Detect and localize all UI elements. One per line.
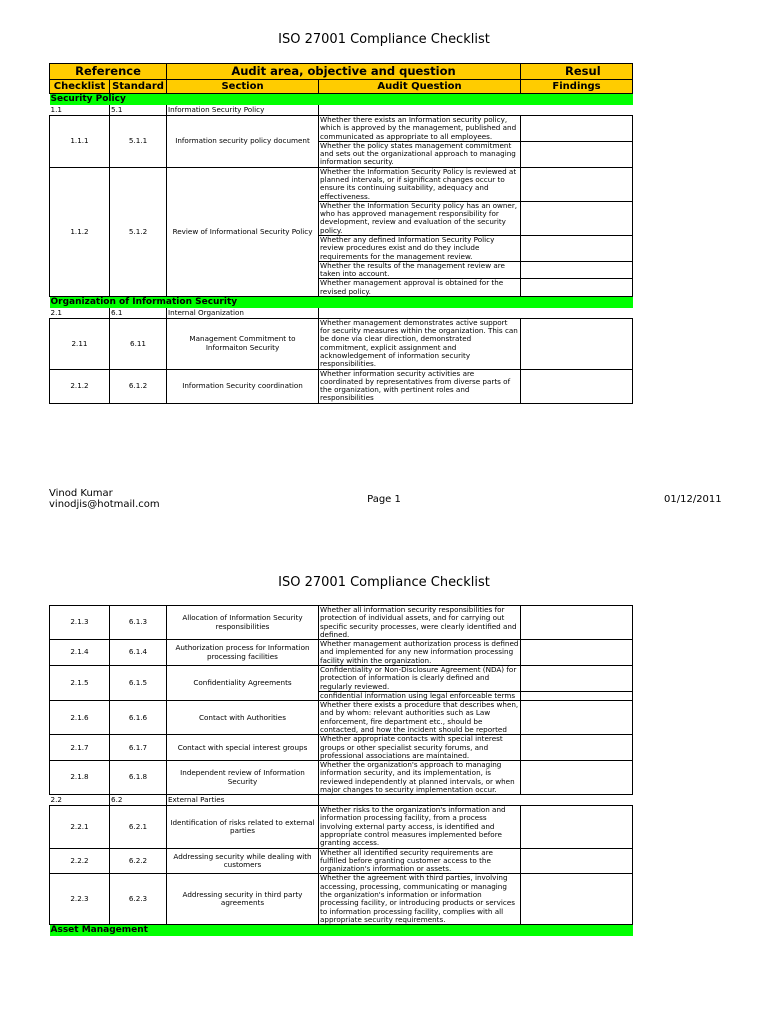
standard-number: 6.11 — [110, 318, 167, 369]
table-row — [50, 167, 633, 201]
subsection-row — [50, 308, 633, 319]
audit-question: Whether appropriate contacts with special interest groups or other specialist security forums, and professional associations are maintained. — [319, 735, 521, 761]
audit-question: Whether risks to the organization's information and information processing facility, from a process involving external party access, is identified and appropriate control measures implemented before granting access. — [319, 806, 521, 848]
standard-number: 6.1.2 — [110, 369, 167, 403]
section-name: Independent review of Information Security — [167, 761, 319, 795]
col-header-checklist: Checklist — [50, 80, 110, 94]
checklist-number: 1.1.2 — [50, 167, 110, 296]
section-name: Contact with special interest groups — [167, 735, 319, 761]
standard-number: 6.2.2 — [110, 848, 167, 874]
audit-question: Whether there exists a procedure that describes when, and by whom: relevant authorities such as Law enforcement, fire department etc., should be contacted, and how the incident should be reported — [319, 701, 521, 735]
subsection-row — [50, 105, 633, 116]
standard-number: 6.1.4 — [110, 640, 167, 666]
findings-cell[interactable] — [521, 279, 633, 297]
checklist-number: 2.1.7 — [50, 735, 110, 761]
checklist-number: 2.2.1 — [50, 806, 110, 848]
audit-question: Confidentiality or Non-Disclosure Agreement (NDA) for protection of information is clearly defined and regularly reviewed. — [319, 665, 521, 691]
checklist-number: 2.11 — [50, 318, 110, 369]
standard-number: 6.1.5 — [110, 665, 167, 700]
subsection-spacer — [319, 105, 633, 116]
audit-question: Whether information security activities are coordinated by representatives from diverse parts of the organization, with pertinent roles and responsibilities — [319, 369, 521, 403]
table-row — [50, 701, 633, 735]
checklist-number: 1.1.1 — [50, 116, 110, 168]
audit-question: Whether management demonstrates active support for security measures within the organization. This can be done via clear direction, demonstrated commitment, explicit assignment and acknowledgement of information security responsibilities. — [319, 318, 521, 369]
subsection-title: External Parties — [167, 795, 319, 806]
subsection-title: Information Security Policy — [167, 105, 319, 116]
checklist-ref: 2.1 — [50, 308, 110, 319]
col-header-section: Section — [167, 80, 319, 94]
checklist-ref: 2.2 — [50, 795, 110, 806]
findings-cell[interactable] — [521, 318, 633, 369]
standard-number: 6.1.6 — [110, 701, 167, 735]
standard-number: 6.2.1 — [110, 806, 167, 848]
header-results: Resul — [521, 64, 633, 80]
findings-cell[interactable] — [521, 665, 633, 691]
header-reference: Reference — [50, 64, 167, 80]
section-name: Authorization process for Information processing facilities — [167, 640, 319, 666]
table-row — [50, 806, 633, 848]
table-row — [50, 735, 633, 761]
checklist-table-page-2 — [49, 605, 633, 936]
standard-number: 6.1.7 — [110, 735, 167, 761]
checklist-number: 2.1.8 — [50, 761, 110, 795]
findings-cell[interactable] — [521, 141, 633, 167]
section-row — [50, 925, 633, 937]
findings-cell[interactable] — [521, 848, 633, 874]
standard-ref: 5.1 — [110, 105, 167, 116]
checklist-number: 2.1.4 — [50, 640, 110, 666]
checklist-number: 2.2.2 — [50, 848, 110, 874]
audit-question: Whether the results of the management review are taken into account. — [319, 261, 521, 279]
section-row — [50, 94, 633, 106]
checklist-table-page-1 — [49, 63, 633, 404]
findings-cell[interactable] — [521, 369, 633, 403]
table-row — [50, 369, 633, 403]
footer-date: 01/12/2011 — [664, 494, 722, 505]
table-row — [50, 116, 633, 142]
subsection-row — [50, 795, 633, 806]
checklist-number: 2.1.2 — [50, 369, 110, 403]
page-title: ISO 27001 Compliance Checklist — [278, 575, 490, 590]
checklist-number: 2.1.5 — [50, 665, 110, 700]
audit-question: Whether any defined Information Security Policy review procedures exist and do they include requirements for the management review. — [319, 235, 521, 261]
author-name: Vinod Kumar — [49, 488, 113, 499]
findings-cell[interactable] — [521, 874, 633, 925]
findings-cell[interactable] — [521, 761, 633, 795]
table-row — [50, 874, 633, 925]
audit-question: Whether the policy states management commitment and sets out the organizational approach to managing information security. — [319, 141, 521, 167]
standard-ref: 6.1 — [110, 308, 167, 319]
section-heading: Asset Management — [50, 925, 633, 937]
section-row — [50, 296, 633, 308]
table-row — [50, 640, 633, 666]
table-row — [50, 665, 633, 691]
audit-question: Whether the agreement with third parties, involving accessing, processing, communicating or managing the organization's information or information processing facility, or introducing products or services to information processing facility, complies with all appropriate security requirements. — [319, 874, 521, 925]
section-name: Review of Informational Security Policy — [167, 167, 319, 296]
checklist-number: 2.2.3 — [50, 874, 110, 925]
audit-question: Whether the Information Security policy has an owner, who has approved management responsibility for development, review and evaluation of the security policy. — [319, 201, 521, 235]
section-name: Addressing security while dealing with customers — [167, 848, 319, 874]
table-row — [50, 606, 633, 640]
subsection-spacer — [319, 308, 633, 319]
section-heading: Security Policy — [50, 94, 633, 106]
standard-number: 5.1.1 — [110, 116, 167, 168]
findings-cell[interactable] — [521, 606, 633, 640]
subsection-title: Internal Organization — [167, 308, 319, 319]
section-name: Addressing security in third party agreements — [167, 874, 319, 925]
audit-question: Whether there exists an Information security policy, which is approved by the management, published and communicated as appropriate to all employees. — [319, 116, 521, 142]
findings-cell[interactable] — [521, 201, 633, 235]
findings-cell[interactable] — [521, 691, 633, 700]
page-number: Page 1 — [367, 494, 401, 505]
col-header-audit-question: Audit Question — [319, 80, 521, 94]
standard-number: 6.1.8 — [110, 761, 167, 795]
audit-question: Whether all information security responsibilities for protection of individual assets, and for carrying out specific security processes, were clearly identified and defined. — [319, 606, 521, 640]
standard-number: 5.1.2 — [110, 167, 167, 296]
section-name: Management Commitment to Informaiton Security — [167, 318, 319, 369]
section-name: Confidentiality Agreements — [167, 665, 319, 700]
standard-ref: 6.2 — [110, 795, 167, 806]
standard-number: 6.2.3 — [110, 874, 167, 925]
standard-number: 6.1.3 — [110, 606, 167, 640]
findings-cell[interactable] — [521, 640, 633, 666]
section-name: Information security policy document — [167, 116, 319, 168]
findings-cell[interactable] — [521, 701, 633, 735]
author-email: vinodjis@hotmail.com — [49, 499, 160, 510]
subsection-spacer — [319, 795, 633, 806]
audit-question: Whether management approval is obtained for the revised policy. — [319, 279, 521, 297]
header-audit-area: Audit area, objective and question — [167, 64, 521, 80]
table-row — [50, 761, 633, 795]
findings-cell[interactable] — [521, 261, 633, 279]
audit-question: Whether all identified security requirements are fulfilled before granting customer access to the organization's information or assets. — [319, 848, 521, 874]
audit-question: Whether management authorization process is defined and implemented for any new information processing facility within the organization. — [319, 640, 521, 666]
section-name: Information Security coordination — [167, 369, 319, 403]
audit-question: Whether the organization's approach to managing information security, and its implementation, is reviewed independently at planned intervals, or when major changes to security implementation occur. — [319, 761, 521, 795]
page-title: ISO 27001 Compliance Checklist — [278, 32, 490, 47]
section-name: Contact with Authorities — [167, 701, 319, 735]
section-name: Identification of risks related to external parties — [167, 806, 319, 848]
findings-cell[interactable] — [521, 806, 633, 848]
audit-question: confidential information using legal enforceable terms — [319, 691, 521, 700]
section-name: Allocation of Information Security responsibilities — [167, 606, 319, 640]
checklist-number: 2.1.3 — [50, 606, 110, 640]
findings-cell[interactable] — [521, 735, 633, 761]
checklist-number: 2.1.6 — [50, 701, 110, 735]
audit-question: Whether the Information Security Policy is reviewed at planned intervals, or if significant changes occur to ensure its continuing suitability, adequacy and effectiveness. — [319, 167, 521, 201]
col-header-standard: Standard — [110, 80, 167, 94]
section-heading: Organization of Information Security — [50, 296, 633, 308]
findings-cell[interactable] — [521, 116, 633, 142]
checklist-ref: 1.1 — [50, 105, 110, 116]
findings-cell[interactable] — [521, 235, 633, 261]
table-row — [50, 318, 633, 369]
col-header-findings: Findings — [521, 80, 633, 94]
table-row — [50, 848, 633, 874]
findings-cell[interactable] — [521, 167, 633, 201]
